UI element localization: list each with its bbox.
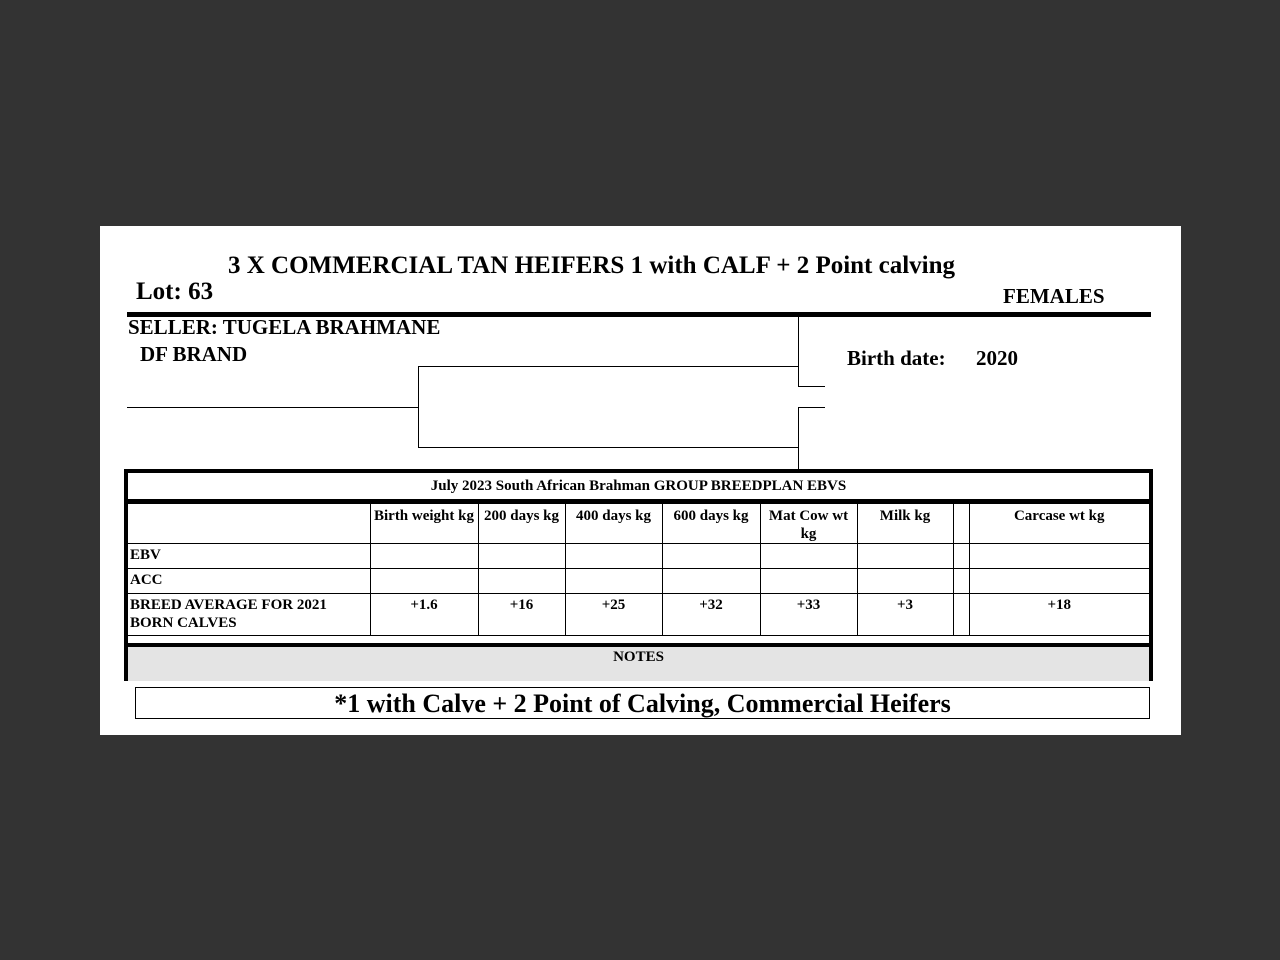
table-cell <box>953 544 969 569</box>
category-label: FEMALES <box>1003 284 1105 308</box>
table-cell <box>969 544 1149 569</box>
pedigree-line <box>798 407 825 408</box>
seller-name: SELLER: TUGELA BRAHMANE <box>128 315 441 339</box>
table-cell: +33 <box>760 594 857 636</box>
header-cell <box>953 504 969 544</box>
pedigree-line <box>418 447 799 448</box>
table-cell <box>478 569 565 594</box>
header-cell: Mat Cow wt kg <box>760 504 857 544</box>
header-cell-blank <box>128 504 370 544</box>
lot-title: 3 X COMMERCIAL TAN HEIFERS 1 with CALF + 2 Point calving <box>228 252 956 279</box>
ebv-panel <box>124 469 1153 681</box>
table-row <box>128 544 1149 569</box>
table-cell <box>969 569 1149 594</box>
header-cell: Birth weight kg <box>370 504 478 544</box>
header-cell: Carcase wt kg <box>969 504 1149 544</box>
table-cell: +25 <box>565 594 662 636</box>
pedigree-line <box>418 366 799 367</box>
table-cell: +16 <box>478 594 565 636</box>
pedigree-line <box>798 386 825 387</box>
pedigree-line <box>798 317 799 387</box>
birth-date-label: Birth date: <box>847 346 946 370</box>
table-row <box>128 569 1149 594</box>
table-cell <box>953 594 969 636</box>
table-cell <box>662 569 760 594</box>
notes-section: NOTES <box>128 643 1149 681</box>
header-cell: 600 days kg <box>662 504 760 544</box>
header-cell: Milk kg <box>857 504 953 544</box>
ebv-table <box>128 503 1149 636</box>
pedigree-line <box>798 407 799 469</box>
header-cell: 200 days kg <box>478 504 565 544</box>
row-label: EBV <box>128 544 370 569</box>
pedigree-line <box>127 407 419 408</box>
row-label: BREED AVERAGE FOR 2021 BORN CALVES <box>128 594 370 636</box>
table-cell <box>953 569 969 594</box>
lot-remark: *1 with Calve + 2 Point of Calving, Commercial Heifers <box>135 687 1150 719</box>
brand-label: DF BRAND <box>140 342 248 366</box>
lot-number: Lot: 63 <box>136 278 214 305</box>
table-cell <box>565 569 662 594</box>
pedigree-line <box>418 366 419 448</box>
catalogue-page <box>100 226 1181 735</box>
table-cell <box>760 569 857 594</box>
table-row <box>128 594 1149 636</box>
table-cell <box>370 569 478 594</box>
table-cell <box>370 544 478 569</box>
table-cell: +18 <box>969 594 1149 636</box>
table-cell: +1.6 <box>370 594 478 636</box>
table-cell: +3 <box>857 594 953 636</box>
row-label: ACC <box>128 569 370 594</box>
table-cell <box>857 569 953 594</box>
birth-date-value: 2020 <box>976 346 1018 370</box>
header-cell: 400 days kg <box>565 504 662 544</box>
table-cell <box>478 544 565 569</box>
table-cell <box>565 544 662 569</box>
ebv-title: July 2023 South African Brahman GROUP BREEDPLAN EBVS <box>128 473 1149 503</box>
ebv-header-row <box>128 504 1149 544</box>
table-cell <box>857 544 953 569</box>
table-cell <box>760 544 857 569</box>
table-cell <box>662 544 760 569</box>
table-cell: +32 <box>662 594 760 636</box>
